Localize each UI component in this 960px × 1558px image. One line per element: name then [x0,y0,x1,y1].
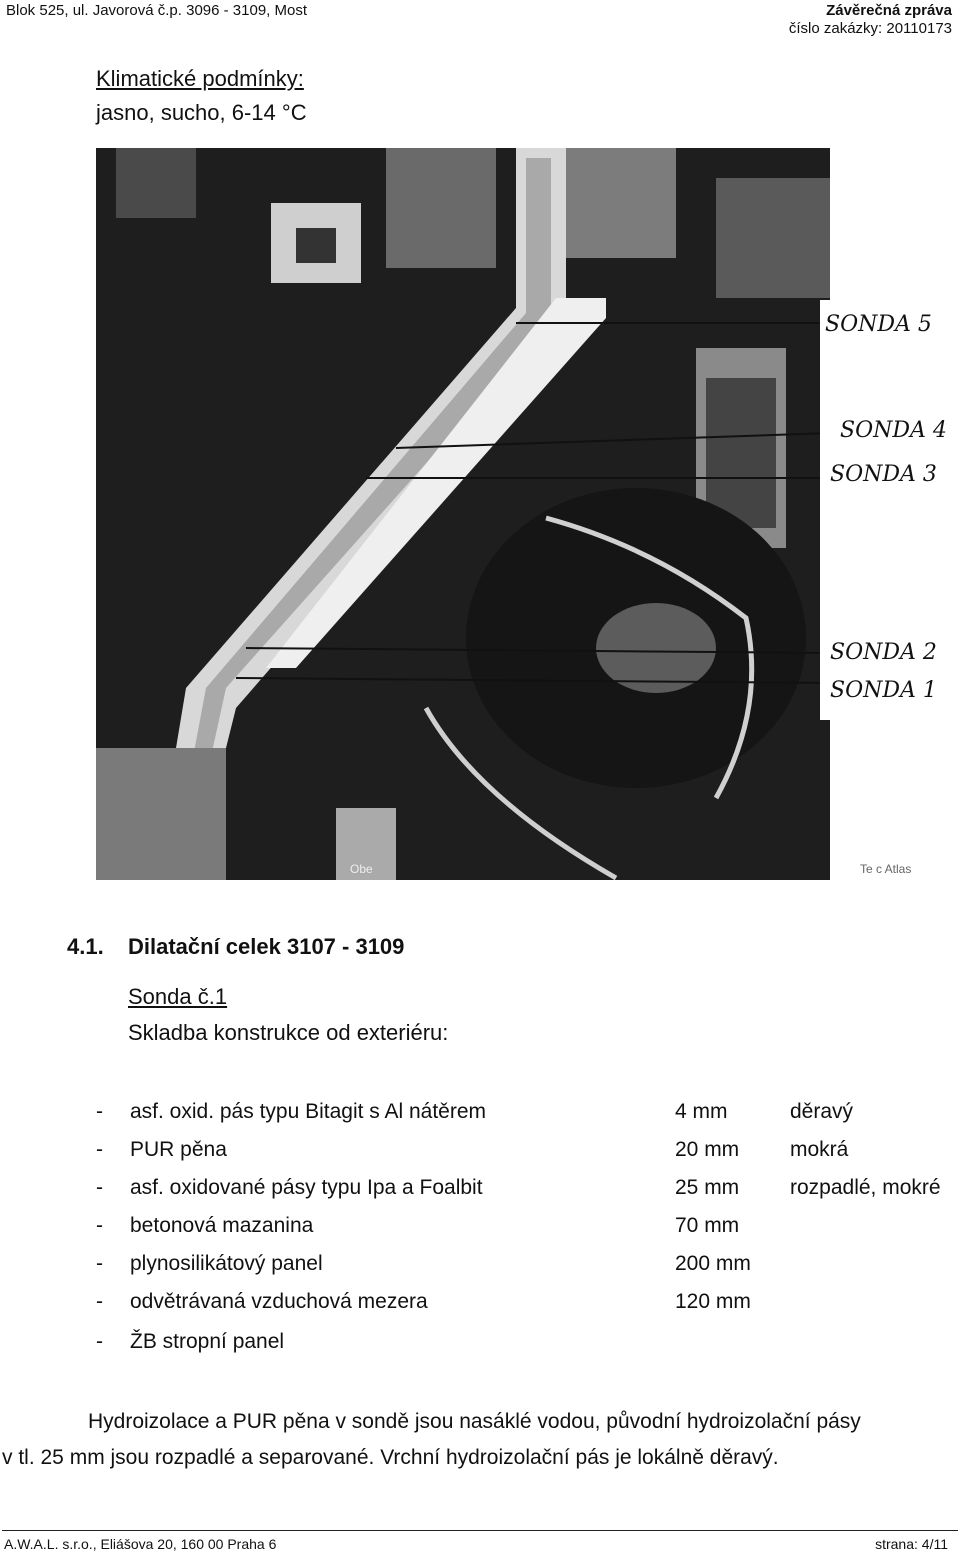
layer-state: děravý [790,1100,854,1123]
probe-label: Sonda č.1 [128,984,228,1009]
layer-dash: - [96,1330,103,1353]
layer-row [0,1330,960,1360]
section-number: 4.1. [67,934,104,959]
layer-row [0,1100,960,1130]
photo-watermark-right: Te c Atlas [860,862,912,876]
layer-row [0,1290,960,1320]
conclusion-line-1: Hydroizolace a PUR pěna v sondě jsou nasáklé vodou, původní hydroizolační pásy [88,1410,861,1433]
layer-row [0,1252,960,1282]
header-title: Závěrečná zpráva [826,2,952,19]
aerial-photo-drawing [96,148,830,880]
layer-dash: - [96,1214,103,1237]
footer-company: A.W.A.L. s.r.o., Eliášova 20, 160 00 Praha 6 [4,1536,277,1552]
layer-dash: - [96,1252,103,1275]
layer-name: plynosilikátový panel [130,1252,323,1275]
annotation-probe-4: SONDA 4 [840,418,947,443]
weather-value: jasno, sucho, 6-14 °C [96,100,307,125]
layer-row [0,1214,960,1244]
annotation-probe-2: SONDA 2 [830,640,937,665]
layer-name: PUR pěna [130,1138,227,1161]
layer-thickness: 200 mm [675,1252,751,1275]
layer-dash: - [96,1290,103,1313]
layer-dash: - [96,1176,103,1199]
aerial-photo [96,148,830,880]
layer-row [0,1176,960,1206]
layer-thickness: 70 mm [675,1214,740,1237]
layer-row [0,1138,960,1168]
layer-name: odvětrávaná vzduchová mezera [130,1290,428,1313]
layer-state: mokrá [790,1138,849,1161]
layer-thickness: 25 mm [675,1176,740,1199]
layer-name: asf. oxidované pásy typu Ipa a Foalbit [130,1176,483,1199]
annotation-probe-1: SONDA 1 [830,678,937,703]
layer-state: rozpadlé, mokré [790,1176,941,1199]
layer-thickness: 20 mm [675,1138,740,1161]
composition-label: Skladba konstrukce od exteriéru: [128,1020,449,1045]
layer-thickness: 120 mm [675,1290,751,1313]
conclusion-line-2: v tl. 25 mm jsou rozpadlé a separované. Vrchní hydroizolační pás je lokálně děravý. [2,1446,779,1469]
layer-dash: - [96,1138,103,1161]
header-order-number: číslo zakázky: 20110173 [788,20,952,37]
weather-label: Klimatické podmínky: [96,66,304,91]
header-left: Blok 525, ul. Javorová č.p. 3096 - 3109, Most [6,2,308,19]
footer-divider [2,1530,958,1531]
footer-page-number: strana: 4/11 [875,1536,948,1552]
photo-watermark-left: Obe [350,862,373,876]
layer-name: ŽB stropní panel [130,1330,285,1353]
layer-thickness: 4 mm [675,1100,728,1123]
layer-name: betonová mazanina [130,1214,314,1237]
annotation-probe-3: SONDA 3 [830,462,937,487]
layer-name: asf. oxid. pás typu Bitagit s Al nátěrem [130,1100,487,1123]
annotation-probe-5: SONDA 5 [825,312,932,337]
section-title: Dilatační celek 3107 - 3109 [128,934,405,959]
layer-dash: - [96,1100,103,1123]
